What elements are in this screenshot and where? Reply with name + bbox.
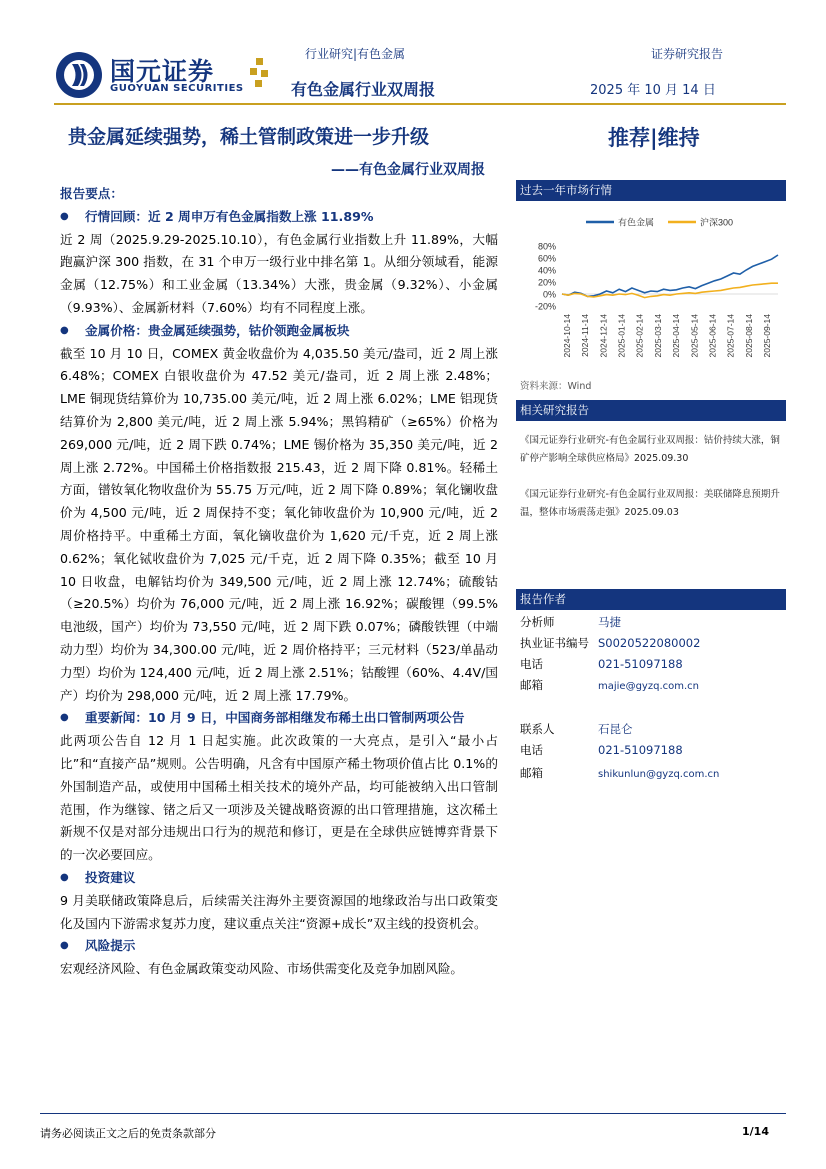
email-link[interactable]: majie@gyzq.com.cn — [598, 681, 699, 692]
related-reports-header: 相关研究报告 — [516, 400, 786, 421]
logo-text-en: GUOYUAN SECURITIES — [110, 83, 244, 94]
x-tick-label: 2025-09-14 — [762, 314, 772, 358]
x-tick-label: 2025-07-14 — [725, 314, 736, 358]
license-label: 执业证书编号 — [520, 636, 589, 650]
related-report-1[interactable]: 《国元证券行业研究-有色金属行业双周报：钴价持续大涨，铜矿停产影响全球供应格局》2025.09.30 — [520, 435, 780, 464]
x-tick-label: 2025-04-14 — [671, 314, 682, 358]
page-subtitle: ——有色金属行业双周报 — [331, 162, 485, 178]
summary-heading: 报告要点： — [60, 186, 123, 201]
x-tick-label: 2025-05-14 — [689, 314, 700, 358]
x-tick-label: 2025-01-14 — [616, 314, 627, 358]
analyst-name: 马捷 — [598, 615, 621, 629]
section-news-text: 此两项公告自 12 月 1 日起实施。此次政策的一大亮点，是引入“最小占比”和“直接产品”规则。公告明确，凡含有中国原产稀土物项价值占比 0.1%的外国制造产品，或使用中国稀土相关技术的境外产品，均可能被纳入出口管制范围，作为继镓、锗之后又一项涉及关键战略资源的出口管理措施，这次稀土新规不仅是对部分违规出口行为的规范和修订，更是在全球供应链博弈背景下的一次必要回应。 — [60, 733, 498, 863]
contact-name: 石昆仑 — [598, 722, 633, 736]
logo-accent-icon — [246, 58, 272, 88]
section-news-title: ● 重要新闻：10 月 9 日，中国商务部相继发布稀土出口管制两项公告 — [60, 707, 498, 730]
legend-label-1: 沪深300 — [700, 217, 734, 228]
section-market-review-title: ● 行情回顾：近 2 周申万有色金属指数上涨 11.89% — [60, 206, 498, 229]
x-tick-label: 2024-11-14 — [580, 314, 591, 357]
page-number: 1/14 — [742, 1125, 769, 1138]
x-tick-label: 2024-12-14 — [598, 314, 609, 358]
report-category: 行业研究|有色金属 — [305, 47, 406, 61]
report-date: 2025 年 10 月 14 日 — [590, 83, 716, 98]
contact-label: 联系人 — [520, 722, 555, 736]
x-tick-label: 2025-08-14 — [743, 314, 754, 358]
related-report-2[interactable]: 《国元证券行业研究-有色金属行业双周报：美联储降息预期升温，整体市场震荡走强》2025.09.03 — [520, 489, 780, 518]
analyst-row — [520, 613, 621, 632]
x-tick-label: 2024-10-14 — [562, 314, 572, 358]
email2-row — [520, 764, 719, 784]
section-risk-title: ● 风险提示 — [60, 935, 498, 958]
y-tick-label: 0% — [542, 289, 556, 300]
market-chart — [516, 206, 786, 376]
authors-header: 报告作者 — [516, 589, 786, 610]
y-tick-label: 80% — [537, 241, 556, 252]
rating-badge: 推荐|维持 — [608, 126, 700, 150]
market-chart-svg — [516, 206, 786, 376]
y-tick-label: 40% — [537, 265, 556, 276]
contact-row — [520, 720, 633, 739]
phone-value: 021-51097188 — [598, 657, 683, 671]
report-name: 有色金属行业双周报 — [291, 80, 436, 99]
email2-label: 邮箱 — [520, 766, 543, 780]
y-tick-label: 60% — [537, 253, 556, 264]
header-divider — [54, 103, 786, 105]
report-summary — [60, 183, 498, 981]
series-line-0 — [562, 255, 778, 296]
section-risk-text: 宏观经济风险、有色金属政策变动风险、市场供需变化及竞争加剧风险。 — [60, 961, 463, 977]
phone2-row — [520, 741, 683, 760]
y-tick-label: 20% — [537, 277, 556, 288]
phone-label: 电话 — [520, 657, 543, 671]
page-title: 贵金属延续强势，稀土管制政策进一步升级 — [68, 126, 430, 148]
company-logo — [54, 50, 274, 100]
section-metal-prices-text: 截至 10 月 10 日，COMEX 黄金收盘价为 4,035.50 美元/盎司，近 2 周上涨 6.48%；COMEX 白银收盘价为 47.52 美元/盎司，近 2 周上涨 2.48%；LME 铜现货结算价为 10,735.00 美元/吨，近 2 周上涨 6.02%；LME 铝现货结算价为 2,800 美元/吨，近 2 周上涨 5.94%；黑钨精矿（≥65%）价格为 269,000 元/吨，近 2 周下跌 0.74%；LME 锡价格为 35,350 美元/吨，近 2 周上涨 2.72%。中国稀土价格指数报 215.43，近 2 周下降 0.81%。轻稀土方面，镨钕氧化物收盘价为 55.75 万元/吨，近 2 周下降 0.89%；氧化镧收盘价为 4,500 元/吨，近 2 周保持不变；氧化铈收盘价为 10,900 元/吨，近 2 周价格持平。中重稀土方面，氧化镝收盘价为 1,620 元/千克，近 2 周上涨 0.62%；氧化铽收盘价为 7,025 元/千克，近 2 周下降 0.35%；截至 10 月 10 日收盘，电解钴均价为 349,500 元/吨，近 2 周上涨 12.74%；硫酸钴（≥20.5%）均价为 76,000 元/吨，近 2 周上涨 16.92%；碳酸锂（99.5%电池级，国产）均价为 73,550 元/吨，近 2 周下跌 0.07%；磷酸铁锂（中端动力型）均价为 34,300.00 元/吨，近 2 周价格持平；三元材料（523/单晶动力型）均价为 124,400 元/吨，近 2 周上涨 2.51%；钴酸锂（60%、4.4V/国产）均价为 298,000 元/吨，近 2 周上涨 17.79%。 — [60, 345, 498, 703]
analyst-label: 分析师 — [520, 615, 555, 629]
y-tick-label: -20% — [534, 301, 556, 312]
section-metal-prices-title: ● 金属价格：贵金属延续强势，钴价领跑金属板块 — [60, 320, 498, 343]
footer-divider — [40, 1113, 786, 1114]
email-label: 邮箱 — [520, 678, 543, 692]
market-chart-header: 过去一年市场行情 — [516, 180, 786, 201]
x-tick-label: 2025-02-14 — [634, 314, 645, 358]
section-investment-text: 9 月美联储政策降息后，后续需关注海外主要资源国的地缘政治与出口政策变化及国内下游需求复苏力度，建议重点关注“资源+成长”双主线的投资机会。 — [60, 892, 498, 931]
section-market-review-text: 近 2 周（2025.9.29-2025.10.10），有色金属行业指数上升 11.89%，大幅跑赢沪深 300 指数，在 31 个申万一级行业中排名第 1。从细分领域看，能源金属（12.75%）和工业金属（13.34%）大涨，贵金属（9.32%）、小金属（9.93%）、金属新材料（7.60%）均有不同程度上涨。 — [60, 231, 498, 315]
x-tick-label: 2025-06-14 — [707, 314, 718, 358]
phone-row — [520, 655, 683, 674]
license-row — [520, 634, 700, 653]
phone2-label: 电话 — [520, 743, 543, 757]
logo-text-cn: 国元证券 — [110, 57, 215, 86]
footer-disclaimer: 请务必阅读正文之后的免责条款部分 — [40, 1127, 216, 1140]
report-type: 证券研究报告 — [651, 47, 724, 61]
email2-link[interactable]: shikunlun@gyzq.com.cn — [598, 769, 720, 780]
license-number: S0020522080002 — [598, 636, 701, 650]
section-investment-title: ● 投资建议 — [60, 867, 498, 890]
x-tick-label: 2025-03-14 — [652, 314, 663, 358]
chart-source: 资料来源：Wind — [520, 381, 592, 392]
logo-emblem-icon — [54, 50, 104, 100]
email-row — [520, 676, 699, 696]
legend-label-0: 有色金属 — [618, 217, 655, 228]
phone2-value: 021-51097188 — [598, 743, 683, 757]
